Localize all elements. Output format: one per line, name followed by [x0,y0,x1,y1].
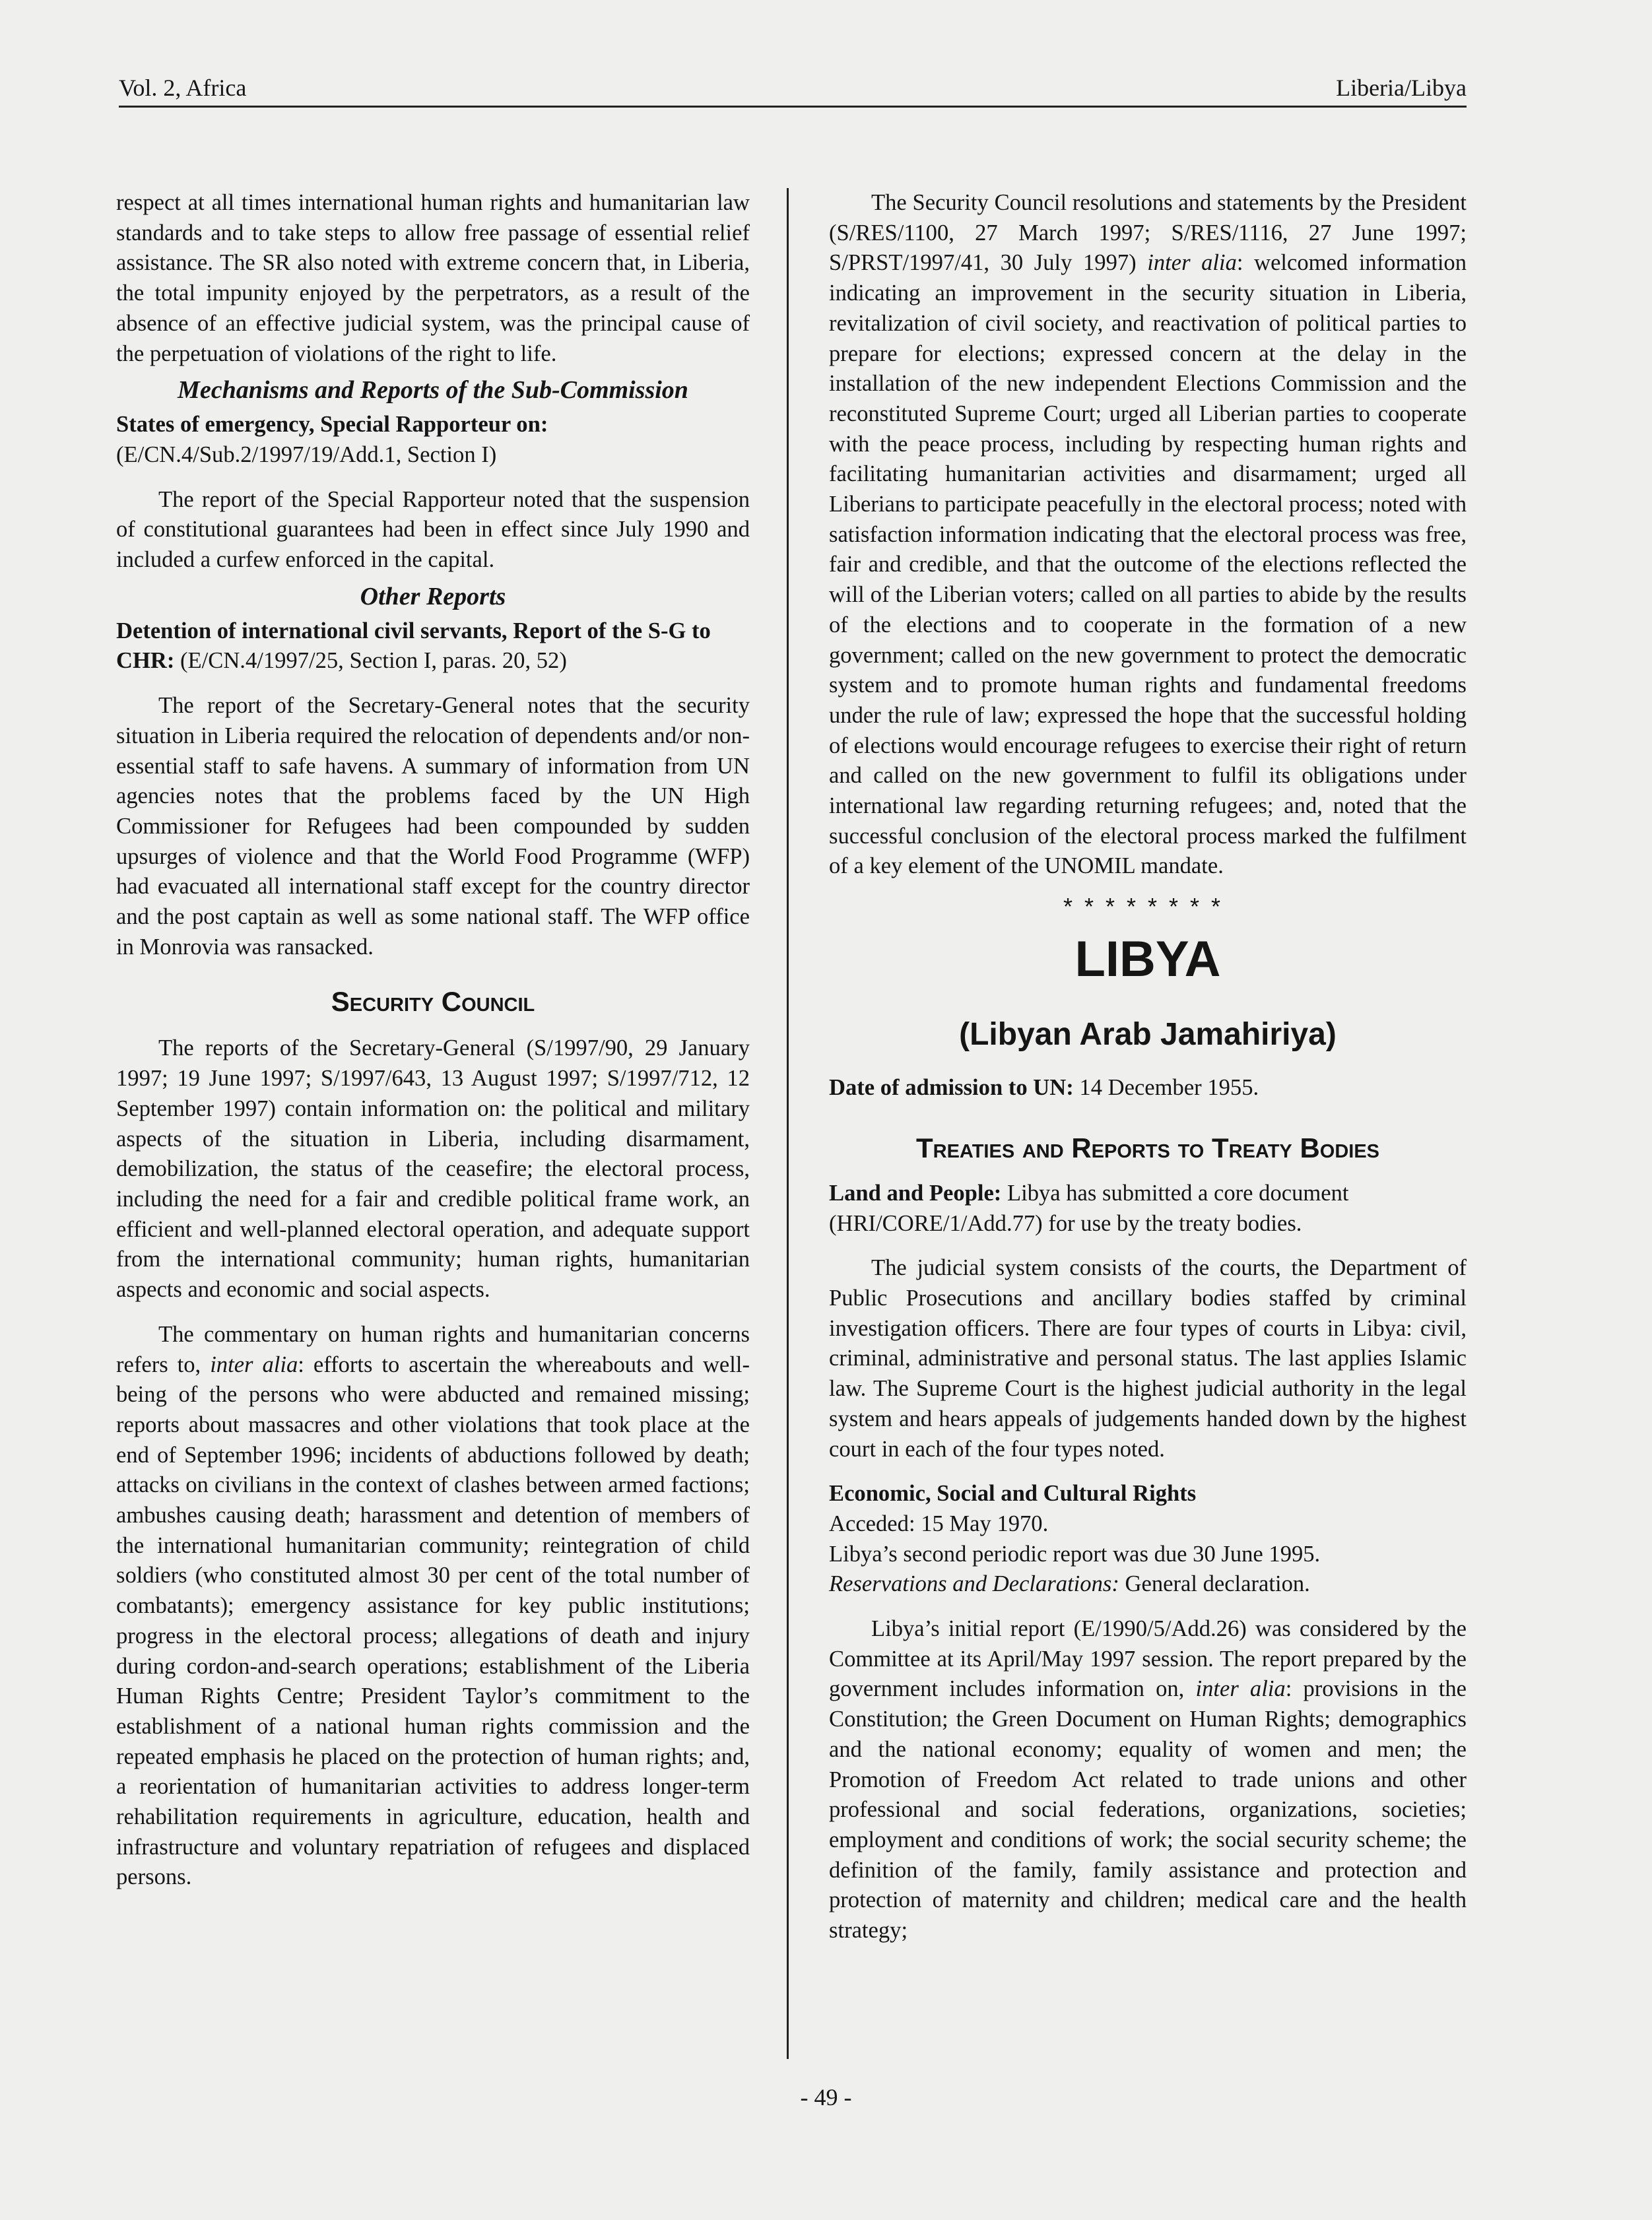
text-italic: inter alia [1147,250,1237,276]
land-and-people [829,1179,1467,1239]
running-header [119,71,1467,108]
text-run: The commentary on human rights and humanitarian concerns refers to, [116,1321,750,1377]
country-title-text: LIBYA [1074,931,1221,988]
entry-reference: (E/CN.4/Sub.2/1997/19/Add.1, Section I) [116,441,497,467]
paragraph: respect at all times international human rights and humanitarian law standards and to take steps to allow free passage of essential relief assistance. The SR also noted with extreme concern that, in Liberia, the total impunity enjoyed by the perpetrators, as a result of the absence of an effective judicial system, was the principal cause of the perpetuation of violations of the right to life. [116,190,750,366]
escr-due: Libya’s second periodic report was due 30 June 1995. [829,1541,1321,1567]
left-column [116,188,750,1893]
country-subtitle: (Libyan Arab Jamahiriya) [959,1017,1337,1053]
paragraph: The report of the Secretary-General notes that the security situation in Liberia required the relocation of dependents and/or non-essential staff to safe havens. A summary of information from UN agencies notes that the problems faced by the UN High Commissioner for Refugees had been compounded by sudden upsurges of violence and that the World Food Programme (WFP) had evacuated all international staff except for the country director and the post captain as well as some national staff. The WFP office in Monrovia was ransacked. [116,693,750,960]
paragraph [829,1614,1467,1946]
entry-title: States of emergency, Special Rapporteur on: [116,412,548,438]
text-run: Libya’s initial report (E/1990/5/Add.26) was considered by the Committee at its April/May 1997 session. The report prepared by the government includes information on, [829,1616,1467,1702]
heading-mechanisms: Mechanisms and Reports of the Sub-Commission [178,376,688,405]
text-run: : provisions in the Constitution; the Green Document on Human Rights; demographics and the national economy; equality of women and men; the Promotion of Freedom Act related to trade unions and other professional and social federations, organizations, societies; employment and conditions of work; the social security scheme; the definition of the family, family assistance and protection and protection of maternity and children; medical care and the health strategy; [829,1676,1467,1943]
entry-title: Detention of international civil servants, Report of the S-G to CHR: [116,618,711,674]
escr-acceded: Acceded: 15 May 1970. [829,1511,1049,1536]
section-separator: ******** [1063,893,1233,921]
paragraph [116,1320,750,1893]
entry-detention [116,616,750,676]
escr-reservations-label: Reservations and Declarations: [829,1571,1119,1597]
admission-value: 14 December 1955. [1079,1075,1259,1101]
text-italic: inter alia [1195,1676,1286,1702]
header-volume: Vol. 2, Africa [119,75,247,101]
heading-treaties: Treaties and Reports to Treaty Bodies [915,1132,1380,1163]
text-run: The Security Council resolutions and statements by the President (S/RES/1100, 27 March 1997; S/RES/1116, 27 June 1997; S/PRST/1997/41, 30 July 1997) [829,190,1467,276]
escr-block [829,1479,1467,1600]
paragraph: The reports of the Secretary-General (S/1997/90, 29 January 1997; 19 June 1997; S/1997/643, 13 August 1997; S/1997/712, 12 September 1997) contain information on: the political and military aspects of the situation in Liberia, including disarmament, demobilization, the status of the ceasefire; the electoral process, including the need for a fair and credible political frame work, an efficient and well-planned electoral operation, and adequate support from the international community; human rights, humanitarian aspects and economic and social aspects. [116,1035,750,1303]
text-run: : efforts to ascertain the whereabouts and well-being of the persons who were abducted and remained missing; reports about massacres and other violations that took place at the end of September 1996; incidents of abductions followed by death; attacks on civilians in the context of clashes between armed factions; ambushes causing death; harassment and detention of members of the international humanitarian community; reintegration of child soldiers (who constituted almost 30 per cent of the total number of combatants); emergency assistance for key public institutions; progress in the electoral process; allegations of death and injury during cordon-and-search operations; establishment of the Liberia Human Rights Centre; President Taylor’s commitment to the establishment of a national human rights commission and the repeated emphasis he placed on the protection of human rights; and, a reorientation of humanitarian activities to address longer-term rehabilitation requirements in agriculture, education, health and infrastructure and voluntary repatriation of refugees and displaced persons. [116,1352,750,1890]
text-italic: inter alia [210,1352,298,1377]
heading-other-reports: Other Reports [360,582,506,610]
right-column [829,188,1467,1946]
column-divider [787,188,789,2059]
land-text: Libya has submitted a core document (HRI/CORE/1/Add.77) for use by the treaty bodies. [829,1180,1349,1236]
page-number: - 49 - [800,2084,852,2110]
land-label: Land and People: [829,1180,1002,1206]
escr-reservations-value: General declaration. [1125,1571,1310,1597]
entry-states-of-emergency [116,410,750,470]
admission-date [829,1073,1467,1103]
admission-label: Date of admission to UN: [829,1075,1074,1101]
paragraph [829,188,1467,882]
country-title [829,929,1467,990]
text-run: : welcomed information indicating an improvement in the security situation in Liberia, revitalization of civil society, and reactivation of political parties to prepare for elections; expressed concern at the delay in the installation of the new independent Elections Commission and the reconstituted Supreme Court; urged all Liberian parties to cooperate with the peace process, including by respecting human rights and facilitating humanitarian activities and disarmament; urged all Liberians to participate peacefully in the electoral process; noted with satisfaction information indicating that the electoral process was free, fair and credible, and that the outcome of the elections reflected the will of the Liberian voters; called on all parties to abide by the results of the elections and to cooperate in the formation of a new government; called on the new government to protect the democratic system and to promote human rights and fundamental freedoms under the rule of law; expressed the hope that the successful holding of elections would encourage refugees to exercise their right of return and called on the new government to fulfil its obligations under international law regarding returning refugees; and, noted that the successful conclusion of the electoral process marked the fulfilment of a key element of the UNOMIL mandate. [829,250,1467,879]
paragraph: The report of the Special Rapporteur noted that the suspension of constitutional guarantees had been in effect since July 1990 and included a curfew enforced in the capital. [116,486,750,573]
escr-heading: Economic, Social and Cultural Rights [829,1481,1197,1507]
header-section: Liberia/Libya [1336,75,1467,101]
heading-security-council: Security Council [331,986,535,1018]
entry-reference: (E/CN.4/1997/25, Section I, paras. 20, 52) [180,648,567,674]
paragraph: The judicial system consists of the courts, the Department of Public Prosecutions and ancillary bodies staffed by criminal investigation officers. There are four types of courts in Libya: civil, criminal, administrative and personal status. The last applies Islamic law. The Supreme Court is the highest judicial authority in the legal system and hears appeals of judgements handed down by the highest court in each of the four types noted. [829,1255,1467,1462]
